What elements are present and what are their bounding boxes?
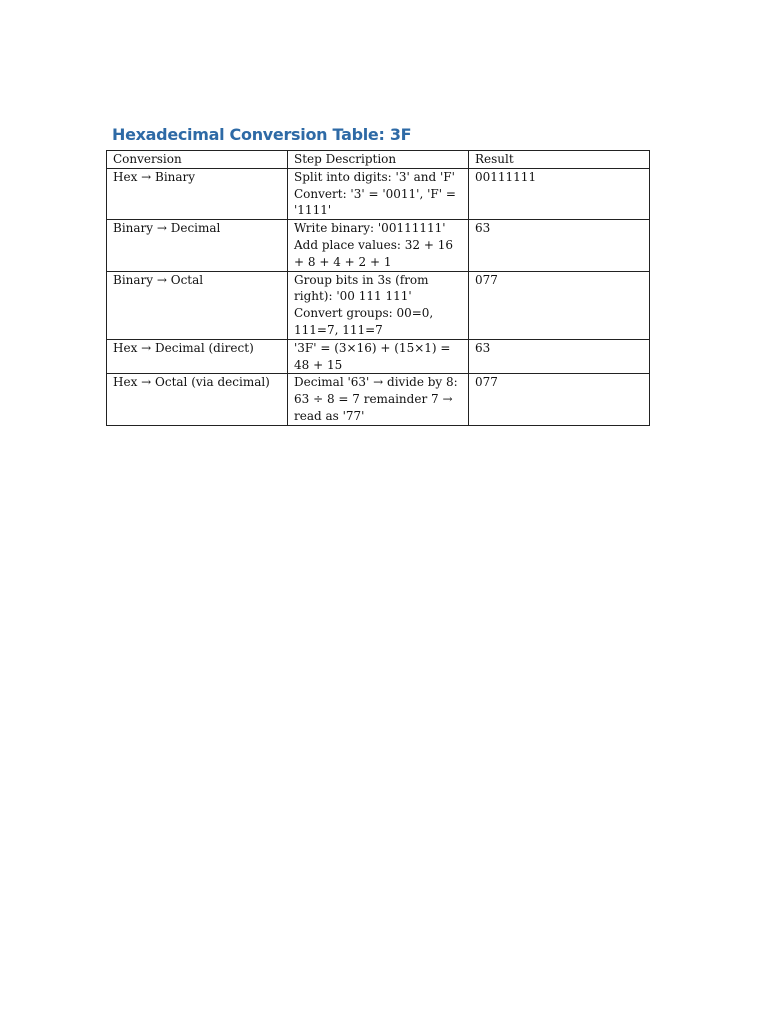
- description-cell: Split into digits: '3' and 'F' Convert: '3' = '0011', 'F' = '1111': [288, 168, 469, 219]
- column-header-result: Result: [469, 151, 650, 169]
- conversion-cell: Binary → Octal: [107, 271, 288, 339]
- description-cell: Decimal '63' → divide by 8: 63 ÷ 8 = 7 remainder 7 → read as '77': [288, 374, 469, 425]
- column-header-step-description: Step Description: [288, 151, 469, 169]
- page-title: Hexadecimal Conversion Table: 3F: [112, 125, 412, 144]
- table-row: [107, 168, 650, 219]
- result-cell: 077: [469, 374, 650, 425]
- table-row: [107, 220, 650, 271]
- description-cell: Write binary: '00111111' Add place values: 32 + 16 + 8 + 4 + 2 + 1: [288, 220, 469, 271]
- result-cell: 077: [469, 271, 650, 339]
- description-cell: '3F' = (3×16) + (15×1) = 48 + 15: [288, 339, 469, 374]
- table-row: [107, 339, 650, 374]
- conversion-cell: Hex → Decimal (direct): [107, 339, 288, 374]
- column-header-conversion: Conversion: [107, 151, 288, 169]
- table-row: [107, 374, 650, 425]
- result-cell: 00111111: [469, 168, 650, 219]
- result-cell: 63: [469, 220, 650, 271]
- conversion-cell: Hex → Octal (via decimal): [107, 374, 288, 425]
- table-header-row: [107, 151, 650, 169]
- conversion-table: [106, 150, 650, 426]
- conversion-cell: Binary → Decimal: [107, 220, 288, 271]
- result-cell: 63: [469, 339, 650, 374]
- conversion-cell: Hex → Binary: [107, 168, 288, 219]
- table-row: [107, 271, 650, 339]
- description-cell: Group bits in 3s (from right): '00 111 111' Convert groups: 00=0, 111=7, 111=7: [288, 271, 469, 339]
